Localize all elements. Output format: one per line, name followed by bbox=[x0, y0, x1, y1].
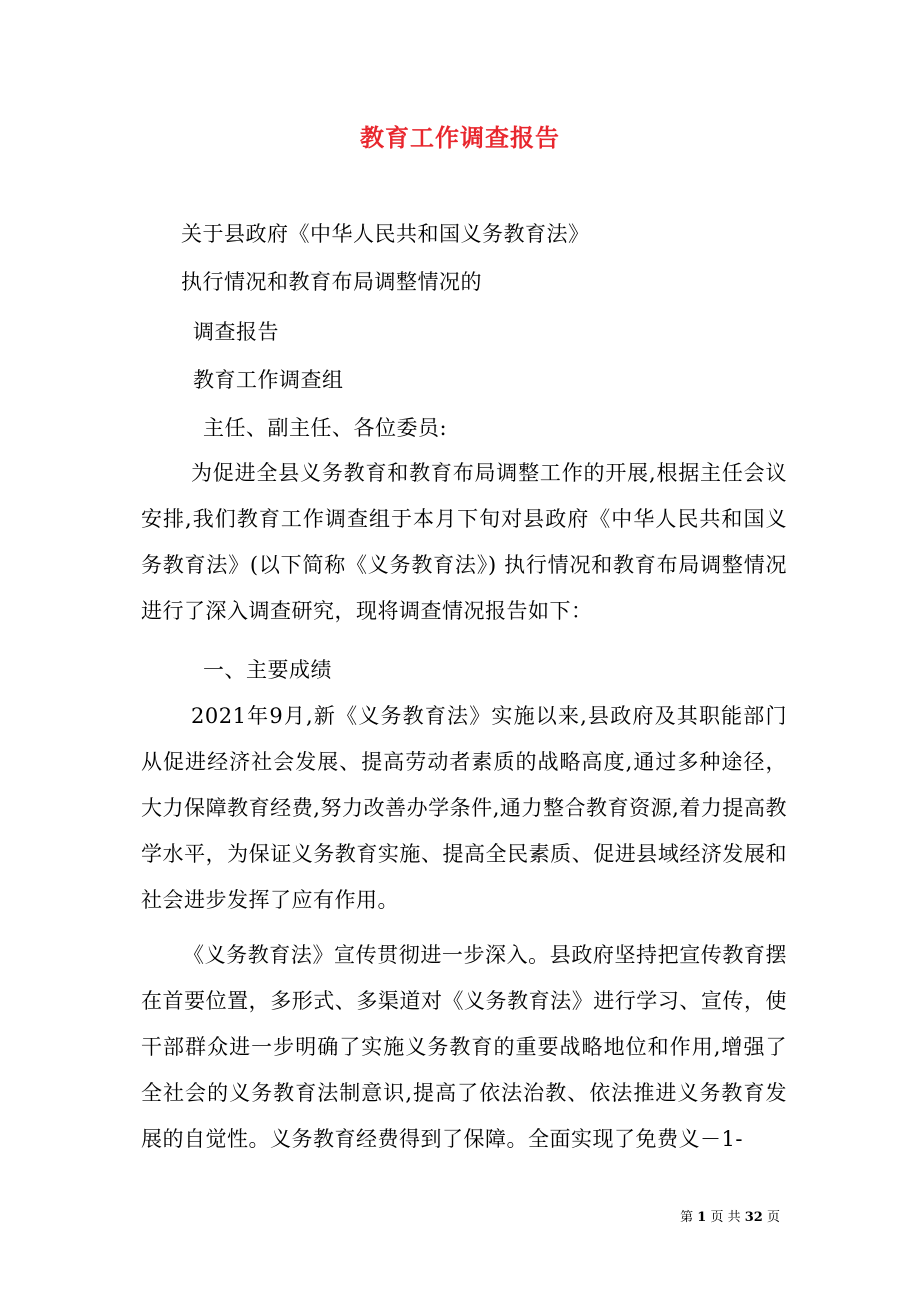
paragraph-3-text: 《义务教育法》宣传贯彻进一步深入。县政府坚持把宣传教育摆在首要位置，多形式、多渠道对《义务教育法》进行学习、宣传，使干部群众进一步明确了实施义务教育的重要战略地位和作用,增强了全社会的义务教育法制意识,提高了依法治教、依法推进义务教育发展的自觉性。义务教育经费得到了保障。全面实现了免费义－1- bbox=[141, 943, 787, 1151]
footer-page-number: 1 bbox=[697, 1210, 707, 1225]
salutation-line: 主任、副主任、各位委员: bbox=[203, 416, 448, 440]
footer-prefix: 第 bbox=[680, 1210, 694, 1225]
header-line-2: 执行情况和教育布局调整情况的 bbox=[181, 270, 482, 294]
page-footer bbox=[680, 1206, 780, 1225]
footer-suffix: 页 bbox=[766, 1210, 780, 1225]
header-line-3: 调查报告 bbox=[193, 320, 279, 344]
paragraph-3 bbox=[141, 932, 787, 1162]
paragraph-1-text: 为促进全县义务教育和教育布局调整工作的开展,根据主任会议安排,我们教育工作调查组于本月下旬对县政府《中华人民共和国义务教育法》(以下简称《义务教育法》) 执行情况和教育布局调整情况进行了深入调查研究，现将调查情况报告如下： bbox=[141, 461, 787, 623]
author-line: 教育工作调查组 bbox=[193, 368, 344, 392]
paragraph-2 bbox=[141, 693, 787, 923]
footer-middle: 页 共 bbox=[710, 1210, 741, 1225]
footer-total-pages: 32 bbox=[744, 1210, 763, 1225]
section-heading: 一、主要成绩 bbox=[203, 658, 332, 682]
document-title: 教育工作调查报告 bbox=[360, 123, 560, 152]
header-line-1: 关于县政府《中华人民共和国义务教育法》 bbox=[181, 222, 590, 246]
paragraph-2-text: 2021年9月,新《义务教育法》实施以来,县政府及其职能部门从促进经济社会发展、提高劳动者素质的战略高度,通过多种途径，大力保障教育经费,努力改善办学条件,通力整合教育资源,着力提高教学水平，为保证义务教育实施、提高全民素质、促进县域经济发展和社会进步发挥了应有作用。 bbox=[141, 704, 787, 912]
paragraph-1 bbox=[141, 450, 787, 634]
